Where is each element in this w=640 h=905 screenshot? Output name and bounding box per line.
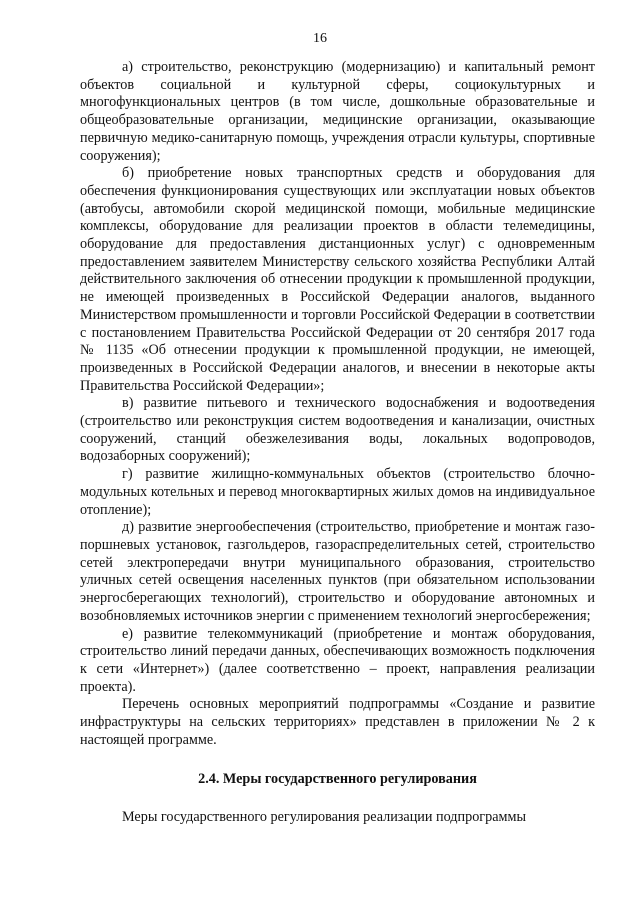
paragraph-measures-list: Перечень основных мероприятий подпрограммы «Создание и развитие инфраструктуры на сельских территориях» представлен в приложении № 2 к настоящей программе. — [80, 696, 595, 748]
section-heading: 2.4. Меры государственного регулирования — [198, 771, 477, 788]
paragraph-item-v: в) развитие питьевого и технического водоснабжения и водоотведения (строительство или реконструкция систем водоотведения и канализации, очистных сооружений, станций обезжелезивания воды, локальных водопроводов, водозаборных сооружений); — [80, 395, 595, 465]
document-body — [80, 59, 595, 827]
paragraph-regulation: Меры государственного регулирования реализации подпрограммы — [122, 809, 526, 826]
paragraph-item-e: е) развитие телекоммуникаций (приобретение и монтаж оборудования, строительство линий передачи данных, обеспечивающих возможность подключения к сети «Интернет») (далее соответственно – проект, направления реализации проекта). — [80, 625, 595, 695]
page-number: 16 — [313, 31, 327, 46]
paragraph-item-d: д) развитие энергообеспечения (строительство, приобретение и монтаж газо-поршневых установок, газгольдеров, газораспределительных сетей, строительство сетей электропередачи внутри муниципального образования, строительство уличных сетей освещения населенных пунктов (при обязательном использовании энергосберегающих технологий), строительство и оборудование автономных и возобновляемых источников энергии с применением технологий энергосбережения; — [80, 519, 595, 624]
paragraph-item-a: а) строительство, реконструкцию (модернизацию) и капитальный ремонт объектов социальной и культурной сферы, социокультурных и многофункциональных центров (в том числе, дошкольные образовательные и общеобразовательные организации, медицинские организации, оказывающие первичную медико-санитарную помощь, учреждения отрасли культуры, спортивные сооружения); — [80, 59, 595, 164]
paragraph-item-b: б) приобретение новых транспортных средств и оборудования для обеспечения функционирования существующих или эксплуатации новых объектов (автобусы, автомобили скорой медицинской помощи, мобильные медицинские комплексы, оборудование для реализации проектов в области телемедицины, оборудование для предоставления дистанционных услуг) с одновременным предоставлением заявителем Министерству сельского хозяйства Республики Алтай действительного заключения об отнесении продукции к промышленной продукции, не имеющей произведенных в Российской Федерации аналогов, выданного Министерством промышленности и торговли Российской Федерации в соответствии с постановлением Правительства Российской Федерации от 20 сентября 2017 года № 1135 «Об отнесении продукции к промышленной продукции, не имеющей, произведенных в Российской Федерации аналогов, и внесении в некоторые акты Правительства Российской Федерации»; — [80, 165, 595, 394]
paragraph-item-g: г) развитие жилищно-коммунальных объектов (строительство блочно-модульных котельных и перевод многоквартирных жилых домов на индивидуальное отопление); — [80, 466, 595, 518]
